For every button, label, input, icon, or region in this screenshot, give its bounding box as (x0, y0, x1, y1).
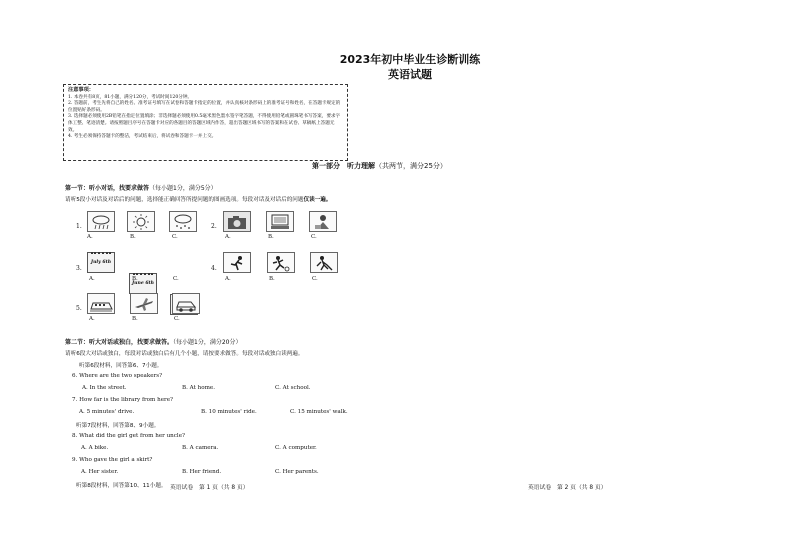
page-footer-left: 英语试卷 第 1 页（共 8 页） (170, 485, 249, 491)
calendar-icon: June 6th (129, 273, 157, 294)
option-text: B. At home. (182, 385, 215, 391)
listen-instruction: 听第8段材料，回答第10、11小题。 (76, 483, 167, 489)
option-text: B. A camera. (182, 445, 219, 451)
option-label: B. (268, 234, 274, 240)
question-number: 1. (76, 223, 82, 230)
option-label: A. (225, 234, 231, 240)
train-icon (87, 293, 115, 314)
exam-title: 2023年初中毕业生诊断训练 (339, 53, 481, 66)
part1-title: 第一部分 听力理解（共两节，满分25分） (312, 162, 447, 170)
section2-title: 第二节：听大对话或独白，找要求做答。（每小题1分，满分20分） (65, 339, 242, 346)
option-text: A. In the street. (82, 385, 127, 391)
listen-instruction: 听第6段材料，回答第6、7小题。 (79, 363, 163, 369)
option-label: C. (172, 234, 178, 240)
option-text: A. A bike. (81, 445, 109, 451)
question-stem: 6. Where are the two speakers? (72, 373, 163, 379)
computer-icon (266, 211, 294, 232)
option-text: C. Her parents. (275, 469, 319, 475)
notice-item: 2. 答题前，考生先将自己的姓名、准考证号填写在试卷和答题卡指定的位置，并认真核对条形码上的准考证号和姓名，在答题卡规定的位置贴好条形码。 (68, 101, 341, 113)
question-stem: 8. What did the girl get from her uncle? (72, 433, 186, 439)
exam-subject: 英语试题 (388, 68, 432, 81)
question-number: 4. (211, 265, 217, 272)
rain-cloud-icon (87, 211, 115, 232)
option-label: B. (130, 234, 136, 240)
page-footer-right: 英语试卷 第 2 页（共 8 页） (528, 485, 607, 491)
option-label: B. (269, 276, 275, 282)
snow-cloud-icon (169, 211, 197, 232)
question-number: 5. (76, 305, 82, 312)
option-label: C. (174, 316, 180, 322)
listen-instruction: 听第7段材料，回答第8、9小题。 (76, 423, 160, 429)
option-text: C. 15 minutes' walk. (290, 409, 348, 415)
section1-instruction: 请听5段小对话及对话后的问题，选择能正确回答所提问题的图画选项。每段对话及对话后的问题仅读一遍。 (65, 197, 332, 203)
notice-title: 注意事项： (68, 87, 94, 93)
question-number: 3. (76, 265, 82, 272)
section2-instruction: 请听6段大对话或独白，每段对话或独白后有几个小题，请按要求做答。每段对话或独白读两遍。 (65, 351, 304, 357)
sun-icon (127, 211, 155, 232)
option-label: A. (87, 234, 93, 240)
section1-title: 第一节：听小对话，找要求做答（每小题1分，满分5分） (65, 185, 217, 192)
notice-box (63, 84, 348, 161)
option-label: B. (132, 276, 138, 282)
notice-item: 4. 考生必须保持答题卡的整洁，考试结束后，将试卷和答题卡一并上交。 (68, 134, 217, 140)
option-label: C. (312, 276, 318, 282)
option-text: C. A computer. (275, 445, 317, 451)
option-text: B. 10 minutes' ride. (201, 409, 257, 415)
runner-icon (223, 252, 251, 273)
option-label: A. (89, 276, 95, 282)
student-reading-icon (309, 211, 337, 232)
calendar-icon: July 6th (87, 252, 115, 273)
option-label: A. (89, 316, 95, 322)
question-stem: 7. How far is the library from here? (72, 397, 174, 403)
football-player-icon (267, 252, 295, 273)
camera-icon (223, 211, 251, 232)
option-label: C. (173, 276, 179, 282)
question-number: 2. (211, 223, 217, 230)
notice-item: 3. 选择题必须使用2B铅笔在指定位置填涂；非选择题必须使用0.5毫米黑色墨水签字笔答题，不得使用铅笔或圆珠笔书写答案，要求字体工整、笔迹清楚。请按照题目序号在答题卡对应的各题目的答题区域内作答，超出答题区域书写的答案和在试卷、草稿纸上答题无效。 (68, 114, 341, 133)
option-label: B. (132, 316, 138, 322)
plane-icon (130, 293, 158, 314)
ice-hockey-icon (310, 252, 338, 273)
option-text: C. At school. (275, 385, 311, 391)
car-icon (172, 293, 200, 314)
notice-item: 1. 本卷共有8页，81小题，满分120分，考试时间120分钟。 (68, 94, 193, 100)
option-label: C. (311, 234, 317, 240)
option-text: A. Her sister. (81, 469, 119, 475)
question-stem: 9. Who gave the girl a skirt? (72, 457, 153, 463)
option-text: A. 5 minutes' drive. (79, 409, 135, 415)
option-label: A. (225, 276, 231, 282)
option-text: B. Her friend. (182, 469, 222, 475)
